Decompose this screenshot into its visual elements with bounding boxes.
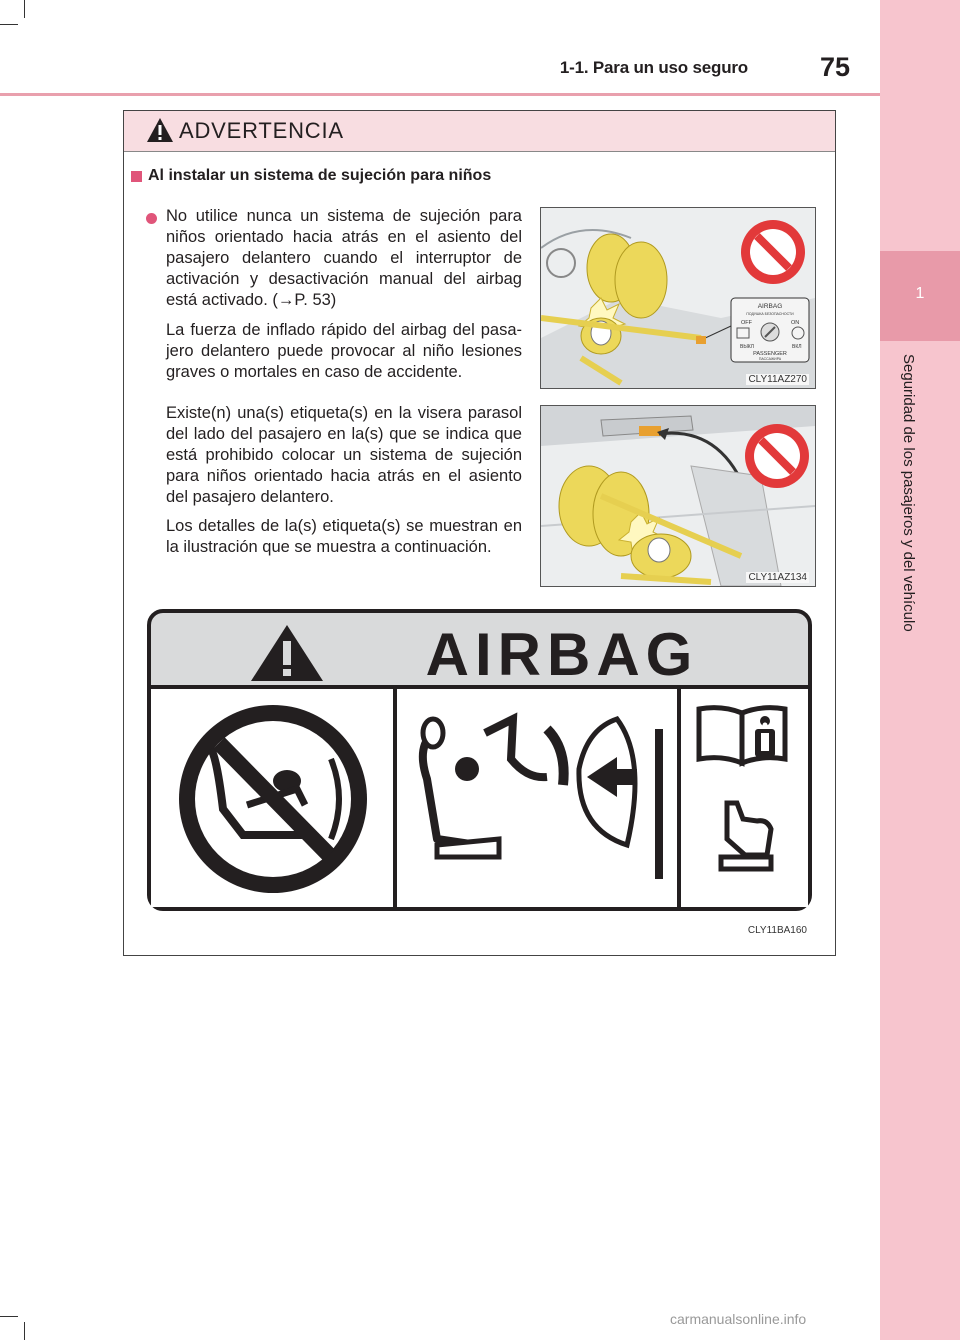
visor-label-illustration bbox=[541, 406, 815, 586]
warning-title: ADVERTENCIA bbox=[179, 118, 344, 143]
crop-mark bbox=[0, 24, 18, 25]
chapter-side-tab bbox=[880, 0, 960, 1340]
page-number: 75 bbox=[819, 52, 851, 82]
sun-visor-illustration bbox=[540, 405, 816, 587]
label-code: CLY11BA160 bbox=[747, 925, 807, 936]
switch-passenger-label: PASSENGER bbox=[753, 351, 787, 357]
airbag-deploy-illustration bbox=[541, 208, 815, 388]
switch-title: AIRBAG bbox=[757, 303, 783, 310]
bullet-text: No utilice nunca un sistema de sujeción para niños orientado hacia atrás en el asiento del pasajero delantero cuando el interruptor de activación y desactivación manual del airbag está activado. (→P. 53) bbox=[166, 207, 522, 309]
warning-triangle-icon bbox=[146, 117, 174, 143]
switch-off-label: OFF bbox=[741, 320, 752, 326]
crop-mark bbox=[24, 0, 25, 18]
paragraph: Los detalles de la(s) etiqueta(s) se muestran en la ilustración que se muestra a continuación. bbox=[166, 517, 522, 556]
airbag-warning-label bbox=[147, 609, 812, 911]
header-rule bbox=[0, 93, 880, 96]
switch-passenger-ru-label: ПАССАЖИРА bbox=[758, 357, 782, 361]
switch-on-label: ON bbox=[791, 320, 800, 326]
crop-mark bbox=[24, 1322, 25, 1340]
warning-header bbox=[124, 111, 835, 152]
switch-on-ru-label: ВКЛ bbox=[792, 344, 802, 350]
switch-subtitle: ПОДУШКА БЕЗОПАСНОСТИ bbox=[746, 312, 794, 316]
warning-box bbox=[123, 110, 836, 956]
crop-mark bbox=[0, 1316, 18, 1317]
figure-code: CLY11AZ134 bbox=[748, 572, 807, 583]
section-heading: Al instalar un sistema de sujeción para niños bbox=[148, 167, 492, 184]
switch-off-ru-label: ВЫКЛ bbox=[740, 344, 754, 350]
list-bullet bbox=[146, 213, 157, 224]
paragraph: Existe(n) una(s) etiqueta(s) en la visera parasol del lado del pasajero en la(s) que se indica que está prohibido colocar un sistema de sujeción para niños orientado hacia atrás en el asiento del pasajero delantero. bbox=[166, 404, 522, 506]
paragraph: La fuerza de inflado rápido del airbag del pasa-jero delantero puede provocar al niño lesiones graves o mortales en caso de accidente. bbox=[166, 321, 522, 381]
chapter-number: 1 bbox=[915, 285, 925, 302]
figure-code: CLY11AZ270 bbox=[748, 374, 807, 385]
label-title: AIRBAG bbox=[425, 621, 699, 688]
chapter-name: Seguridad de los pasajeros y del vehículo bbox=[900, 354, 917, 632]
watermark: carmanualsonline.info bbox=[670, 1311, 807, 1327]
airbag-switch-illustration bbox=[540, 207, 816, 389]
section-bullet bbox=[131, 171, 142, 182]
chapter-title: 1-1. Para un uso seguro bbox=[559, 58, 748, 77]
